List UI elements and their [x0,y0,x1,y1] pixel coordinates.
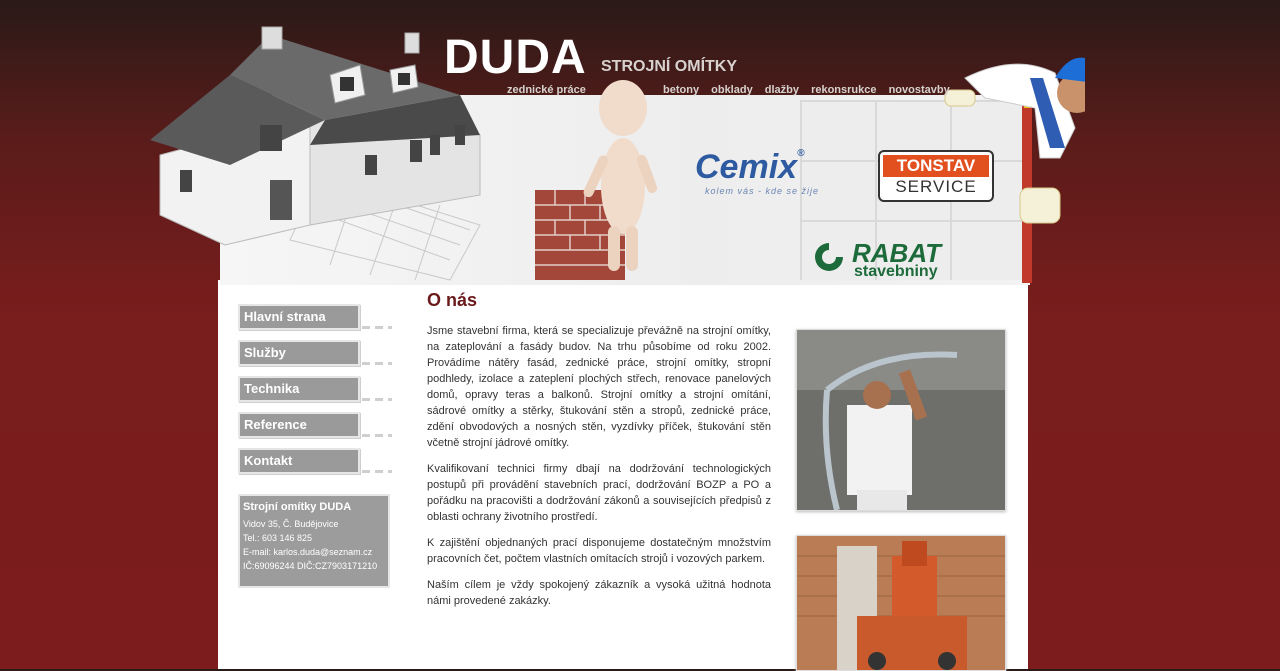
top-nav-left [507,84,595,96]
menu-dash-decoration [362,398,392,401]
top-nav-right [663,84,959,96]
topnav-link-rekonsrukce[interactable]: rekonsrukce [811,84,877,96]
tonstav-service-logo[interactable] [878,150,994,202]
sidebar-item-label: Služby [244,345,286,360]
contact-email[interactable]: E-mail: karlos.duda@seznam.cz [243,547,373,557]
sidebar-item-hlavni-strana[interactable] [238,304,360,330]
contact-address: Vidov 35, Č. Budějovice [243,519,339,529]
about-paragraph-3: K zajištění objednaných prací disponujeme dostatečným množstvím pracovních čet, počtem vlastních omítacích strojů i vozových parkem. [427,537,771,565]
menu-dash-decoration [362,362,392,365]
tonstav-logo-bottom: SERVICE [895,177,977,196]
photo-worker-plastering[interactable] [796,329,1006,511]
mannequin-figure [578,76,668,276]
registered-mark: ® [797,148,805,159]
sidebar-item-reference[interactable] [238,412,360,438]
contact-box [238,494,390,588]
photo-worker-plastering-image [797,330,1005,510]
photo-plastering-machine[interactable] [796,535,1006,671]
menu-dash-decoration [362,434,392,437]
sidebar-item-label: Technika [244,381,300,396]
cemix-tagline: kolem vás - kde se žije [705,186,820,196]
sidebar-item-sluzby[interactable] [238,340,360,366]
main-content [427,290,771,619]
topnav-link-novostavby[interactable]: novostavby [888,84,950,96]
about-paragraph-1: Jsme stavební firma, která se specializuje převážně na strojní omítky, na zateplování a fasády budov. Na trhu působíme od roku 2002. Provádíme nátěry fasád, zednické práce, strojní omítky, stropní podhledy, izolace a zateplení plochých střech, renovace panelových domů, opravy teras a balkonů. Strojní omítky a strojní omítání, sádrové omítky a stěrky, štukování stěn a stropů, zednické práce, zdění obvodových a nosných stěn, vyzdívky příček, štukování stěn včetně strojní jádrové omítky. [427,325,771,449]
menu-dash-decoration [362,326,392,329]
contact-ids: IČ:69096244 DIČ:CZ7903171210 [243,561,378,571]
topnav-link-zednicke-prace[interactable]: zednické práce [507,84,586,96]
sidebar-item-kontakt[interactable] [238,448,360,474]
sidebar-item-label: Reference [244,417,307,432]
sidebar-item-label: Kontakt [244,453,293,468]
rabat-emblem-icon [812,240,846,274]
contact-title: Strojní omítky DUDA [243,501,352,513]
sidebar-menu [238,304,360,484]
topnav-link-betony[interactable]: betony [663,84,700,96]
photo-plastering-machine-image [797,536,1005,670]
about-paragraph-4: Naším cílem je vždy spokojený zákazník a vysoká užitná hodnota námi provedené zakázky. [427,579,771,607]
menu-dash-decoration [362,470,392,473]
rabat-logo-top: RABAT [852,238,942,268]
cemix-logo-text: Cemix [695,148,798,186]
sidebar-item-label: Hlavní strana [244,309,326,324]
about-paragraph-2: Kvalifikovaní technici firmy dbají na dodržování technologických postupů při provádění stavebních prací, dodržování BOZP a PO a pořádku na pracovišti a dodržování zákonů a souvisejících předpisů z oblasti ochrany životního prostředí. [427,463,771,523]
rabat-logo-bottom: stavebniny [854,263,938,280]
tonstav-logo-top: TONSTAV [883,155,989,177]
topnav-link-obklady[interactable]: obklady [711,84,753,96]
cemix-logo[interactable] [695,148,804,187]
contact-phone: Tel.: 603 146 825 [243,533,313,543]
site-subtitle: STROJNÍ OMÍTKY [601,58,738,75]
topnav-link-dlazby[interactable]: dlažby [764,84,799,96]
page-title: O nás [427,290,478,310]
sidebar-item-technika[interactable] [238,376,360,402]
site-logo[interactable]: DUDA [444,31,587,84]
